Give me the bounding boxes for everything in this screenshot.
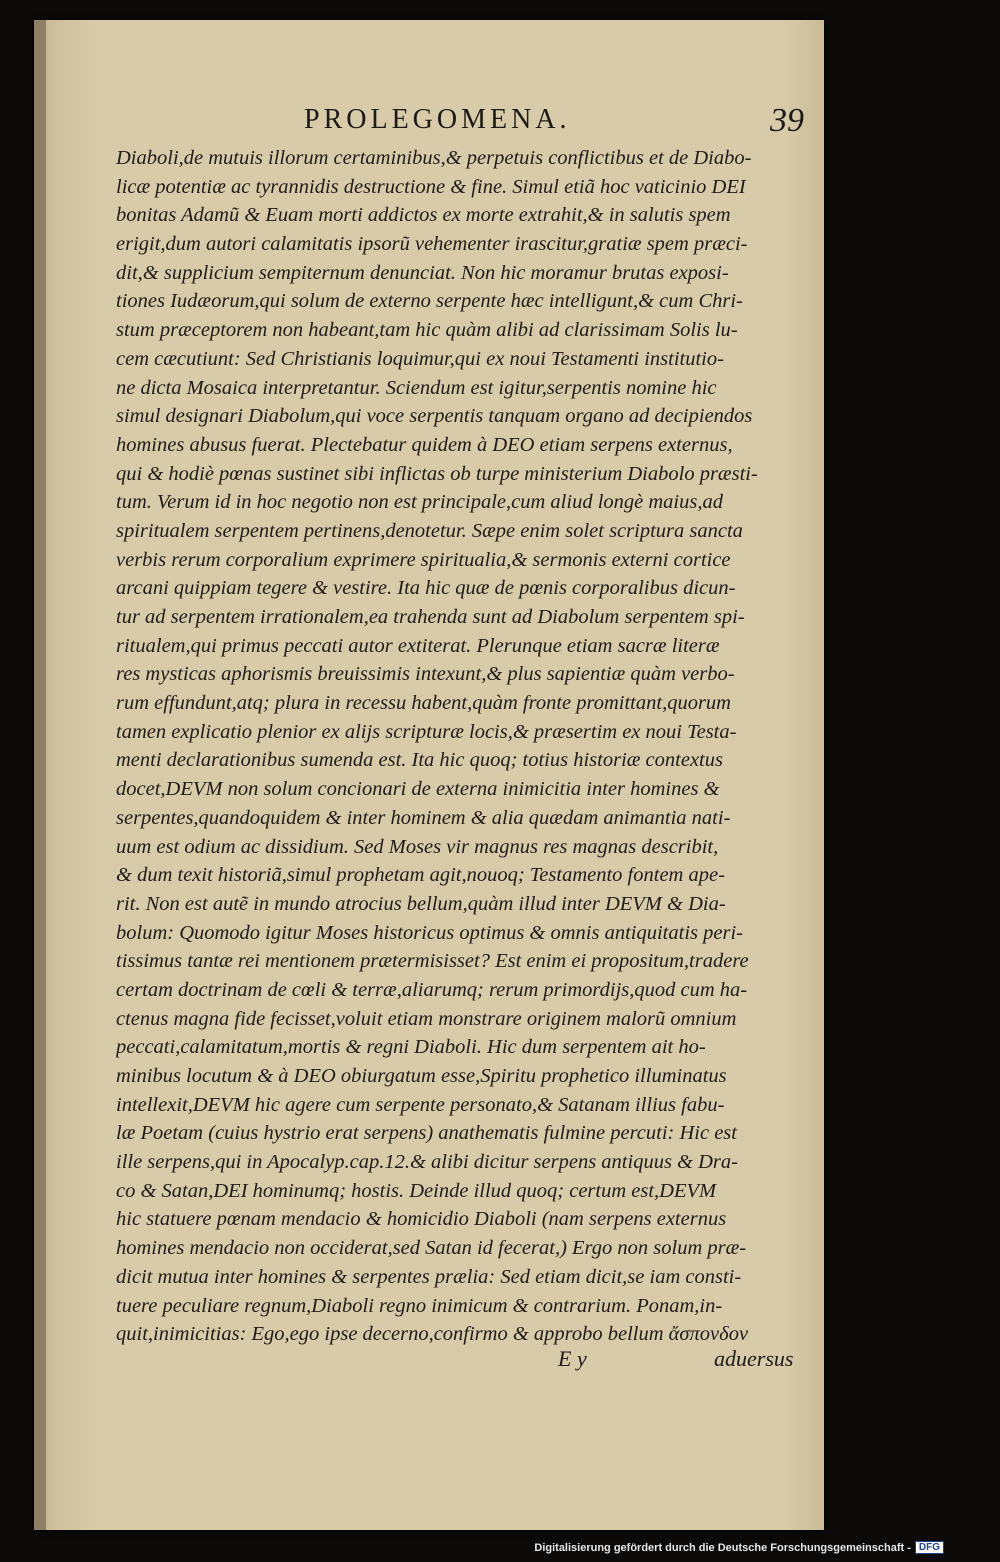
text-line: uum est odium ac dissidium. Sed Moses vir magnus res magnas describit,	[116, 835, 719, 858]
text-line: & dum texit historiã,simul prophetam agit,nouoq; Testamento fontem ape-	[116, 864, 725, 887]
page-number: 39	[770, 102, 804, 139]
text-line: tissimus tantæ rei mentionem prætermisisset? Est enim ei propositum,tradere	[116, 950, 749, 973]
text-line: ritualem,qui primus peccati autor extiterat. Plerunque etiam sacræ literæ	[116, 634, 720, 657]
text-line: co & Satan,DEI hominumq; hostis. Deinde illud quoq; certum est,DEVM	[116, 1179, 717, 1202]
text-line: tamen explicatio plenior ex alijs scripturæ locis,& præsertim ex noui Testa-	[116, 720, 737, 743]
text-line: quit,inimicitias: Ego,ego ipse decerno,confirmo & approbo bellum ἄσπονδον	[116, 1323, 749, 1346]
text-line: licæ potentiæ ac tyrannidis destructione & fine. Simul etiã hoc vaticinio DEI	[116, 175, 746, 198]
text-line: tuere peculiare regnum,Diaboli regno inimicum & contrarium. Ponam,in-	[116, 1294, 723, 1317]
text-line: minibus locutum & à DEO obiurgatum esse,Spiritu prophetico illuminatus	[116, 1065, 727, 1087]
catchword: aduersus	[714, 1346, 794, 1371]
text-line: ne dicta Mosaica interpretantur. Sciendum est igitur,serpentis nomine hic	[116, 376, 717, 399]
signature-mark: E y	[558, 1346, 587, 1371]
text-line: Diaboli,de mutuis illorum certaminibus,& perpetuis conflictibus et de Diabo-	[116, 147, 752, 169]
text-line: tiones Iudæorum,qui solum de externo serpente hæc intelligunt,& cum Chri-	[116, 290, 743, 313]
text-line: bolum: Quomodo igitur Moses historicus optimus & omnis antiquitatis peri-	[116, 921, 743, 944]
text-line: spiritualem serpentem pertinens,denotetur. Sæpe enim solet scriptura sancta	[116, 519, 743, 542]
text-line: tum. Verum id in hoc negotio non est principale,cum aliud longè maius,ad	[116, 491, 723, 514]
dfg-logo: DFG	[915, 1541, 944, 1554]
text-line: homines mendacio non occiderat,sed Satan id fecerat,) Ergo non solum præ-	[116, 1237, 747, 1260]
text-line: qui & hodiè pœnas sustinet sibi inflictas ob turpe ministerium Diabolo præsti-	[116, 462, 758, 485]
text-line: hic statuere pœnam mendacio & homicidio Diaboli (nam serpens externus	[116, 1208, 727, 1231]
body-text	[116, 144, 806, 1349]
text-line: menti declarationibus sumenda est. Ita hic quoq; totius historiæ contextus	[116, 749, 723, 772]
text-line: serpentes,quandoquidem & inter hominem & alia quædam animantia nati-	[116, 806, 731, 829]
running-head: PROLEGOMENA.	[304, 104, 571, 135]
text-line: dit,& supplicium sempiternum denunciat. Non hic moramur brutas exposi-	[116, 261, 729, 284]
credit-text: Digitalisierung gefördert durch die Deutsche Forschungsgemeinschaft -	[534, 1541, 911, 1554]
text-line: homines abusus fuerat. Plectebatur quidem à DEO etiam serpens externus,	[116, 433, 733, 456]
text-line: simul designari Diabolum,qui voce serpentis tanquam organo ad decipiendos	[116, 405, 753, 428]
text-line: rit. Non est autẽ in mundo atrocius bellum,quàm illud inter DEVM & Dia-	[116, 892, 726, 915]
text-line: peccati,calamitatum,mortis & regni Diaboli. Hic dum serpentem ait ho-	[116, 1036, 706, 1059]
text-line: docet,DEVM non solum concionari de externa inimicitia inter homines &	[116, 778, 720, 801]
text-line: res mysticas aphorismis breuissimis intexunt,& plus sapientiæ quàm verbo-	[116, 663, 735, 686]
text-line: ille serpens,qui in Apocalyp.cap.12.& alibi dicitur serpens antiquus & Dra-	[116, 1151, 738, 1174]
text-line: bonitas Adamũ & Euam morti addictos ex morte extrahit,& in salutis spem	[116, 204, 731, 227]
text-line: intellexit,DEVM hic agere cum serpente personato,& Satanam illius fabu-	[116, 1093, 725, 1116]
text-line: ctenus magna fide fecisset,voluit etiam monstrare originem malorũ omnium	[116, 1007, 737, 1030]
text-line: tur ad serpentem irrationalem,ea trahenda sunt ad Diabolum serpentem spi-	[116, 606, 745, 628]
digitization-credit	[534, 1541, 944, 1554]
text-line: verbis rerum corporalium exprimere spiritualia,& sermonis externi cortice	[116, 548, 731, 571]
text-line: cem cæcutiunt: Sed Christianis loquimur,qui ex noui Testamenti institutio-	[116, 347, 724, 370]
book-page	[34, 20, 824, 1530]
text-line: læ Poetam (cuius hystrio erat serpens) anathematis fulmine percuti: Hic est	[116, 1122, 737, 1145]
text-line: arcani quippiam tegere & vestire. Ita hic quæ de pœnis corporalibus dicun-	[116, 577, 736, 600]
text-line: certam doctrinam de cœli & terræ,aliarumq; rerum primordijs,quod cum ha-	[116, 978, 748, 1001]
text-line: erigit,dum autori calamitatis ipsorũ vehementer irascitur,gratiæ spem præci-	[116, 233, 748, 256]
text-line: rum effundunt,atq; plura in recessu habent,quàm fronte promittant,quorum	[116, 692, 731, 715]
text-line: stum præceptorem non habeant,tam hic quàm alibi ad clarissimam Solis lu-	[116, 319, 738, 342]
text-line: dicit mutua inter homines & serpentes prælia: Sed etiam dicit,se iam consti-	[116, 1265, 742, 1288]
